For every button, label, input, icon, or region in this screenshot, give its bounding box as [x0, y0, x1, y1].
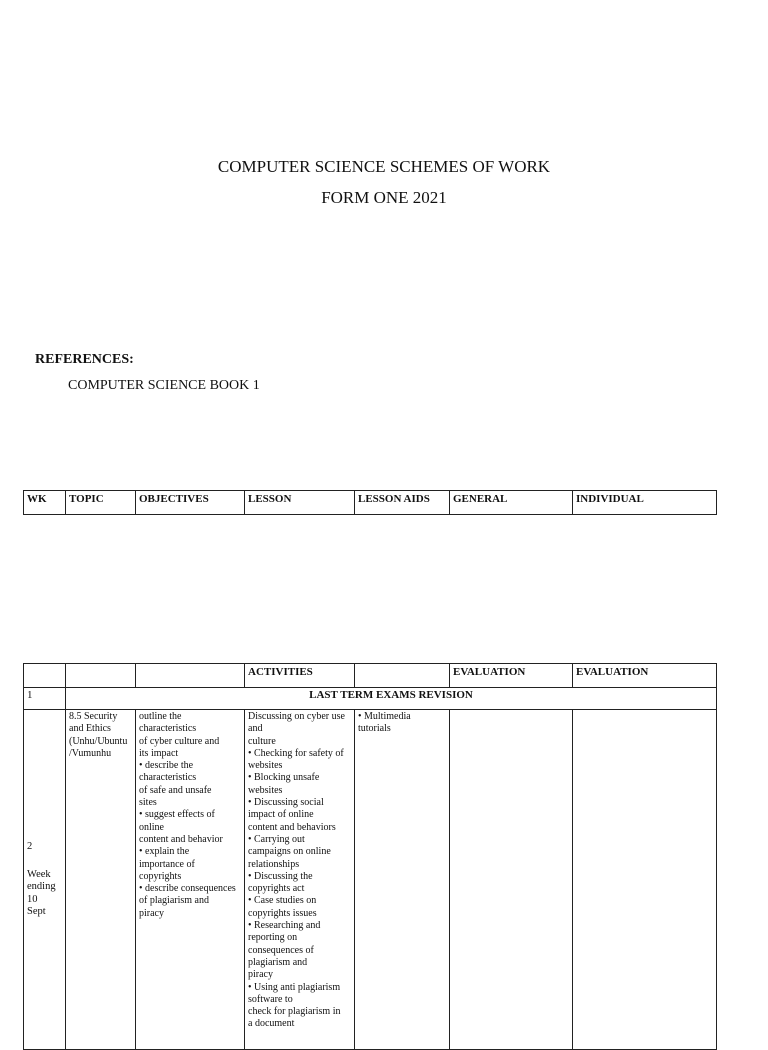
lesson-aid-line: • Multimedia: [358, 711, 411, 722]
activity-line: copyrights issues: [248, 907, 317, 919]
activity-line: • Checking for safety of: [248, 747, 344, 759]
references-label: REFERENCES:: [35, 352, 134, 367]
scheme-header-general-evaluation: EVALUATION: [450, 664, 573, 688]
header-row: [24, 491, 717, 515]
spacer: [27, 853, 62, 869]
activity-line: websites: [248, 784, 283, 796]
scheme-header-cell: [136, 664, 245, 688]
week-note-line: ending: [27, 881, 56, 893]
objective-line: of plagiarism and: [139, 895, 209, 907]
individual-evaluation-cell: [573, 710, 717, 1050]
scheme-header-individual-evaluation: EVALUATION: [573, 664, 717, 688]
activity-line: • Blocking unsafe: [248, 772, 320, 784]
objective-line: of safe and unsafe: [139, 784, 212, 796]
activity-line: plagiarism and: [248, 956, 308, 968]
header-table: [23, 490, 717, 515]
document-subtitle: FORM ONE 2021: [321, 188, 447, 207]
objective-line: • suggest effects of: [139, 809, 215, 821]
scheme-table: [23, 663, 717, 1050]
scheme-header-cell: [66, 664, 136, 688]
activities-cell: [245, 710, 355, 1050]
activity-line: • Discussing the: [248, 870, 313, 882]
week-number: 2: [27, 840, 33, 852]
activity-line: reporting on: [248, 932, 298, 944]
activity-line: culture: [248, 735, 276, 747]
header-lesson: LESSON: [245, 491, 355, 515]
header-wk: WK: [24, 491, 66, 515]
header-individual: INDIVIDUAL: [573, 491, 717, 515]
activity-line: campaigns on online: [248, 846, 331, 858]
topic-line: /Vumunhu: [69, 747, 112, 759]
header-objectives: OBJECTIVES: [136, 491, 245, 515]
header-general: GENERAL: [450, 491, 573, 515]
week-note-line: Week: [27, 869, 51, 881]
objective-line: • describe consequences: [139, 883, 236, 895]
topic-cell: [66, 710, 136, 1050]
activity-line: websites: [248, 760, 283, 772]
activity-line: software to: [248, 993, 293, 1005]
activity-line: check for plagiarism in: [248, 1006, 341, 1018]
activity-line: piracy: [248, 969, 273, 981]
objective-line: its impact: [139, 747, 179, 759]
activity-line: copyrights act: [248, 883, 305, 895]
activity-line: • Discussing social: [248, 797, 324, 809]
week-note-line: 10: [27, 893, 38, 905]
topic-line: and Ethics: [69, 723, 111, 735]
scheme-header-cell: [24, 664, 66, 688]
objective-line: outline the: [139, 711, 182, 722]
activity-line: Discussing on cyber use: [248, 711, 345, 722]
lesson-aids-cell: [355, 710, 450, 1050]
activity-line: • Using anti plagiarism: [248, 981, 341, 993]
activity-line: • Carrying out: [248, 833, 305, 845]
week-cell: [24, 710, 66, 1050]
lesson-aid-line: tutorials: [358, 723, 391, 735]
scheme-header-cell: [355, 664, 450, 688]
topic-line: 8.5 Security: [69, 711, 118, 722]
activity-line: content and behaviors: [248, 821, 336, 833]
topic-line: (Unhu/Ubuntu: [69, 735, 128, 747]
objective-line: piracy: [139, 907, 164, 919]
objective-line: online: [139, 821, 164, 833]
objective-line: copyrights: [139, 870, 182, 882]
objective-line: • explain the: [139, 846, 190, 858]
objective-line: characteristics: [139, 772, 197, 784]
activity-line: and: [248, 723, 263, 735]
week-note-line: Sept: [27, 905, 46, 917]
document-title: COMPUTER SCIENCE SCHEMES OF WORK: [217, 157, 551, 176]
activity-line: a document: [248, 1018, 295, 1030]
week-cell: 1: [24, 688, 66, 710]
scheme-header-activities: ACTIVITIES: [245, 664, 355, 688]
revision-cell: LAST TERM EXAMS REVISION: [66, 688, 717, 710]
activity-line: impact of online: [248, 809, 314, 821]
objective-line: sites: [139, 797, 157, 809]
activity-line: consequences of: [248, 944, 314, 956]
activity-line: relationships: [248, 858, 300, 870]
table-row: [24, 688, 717, 710]
table-row: [24, 710, 717, 1050]
activity-line: • Researching and: [248, 920, 321, 932]
activity-line: • Case studies on: [248, 895, 317, 907]
header-topic: TOPIC: [66, 491, 136, 515]
reference-item: COMPUTER SCIENCE BOOK 1: [68, 378, 260, 393]
header-lesson-aids: LESSON AIDS: [355, 491, 450, 515]
objectives-cell: [136, 710, 245, 1050]
objective-line: characteristics: [139, 723, 197, 735]
general-evaluation-cell: [450, 710, 573, 1050]
objective-line: content and behavior: [139, 833, 223, 845]
objective-line: importance of: [139, 858, 195, 870]
objective-line: • describe the: [139, 760, 194, 772]
objective-line: of cyber culture and: [139, 735, 220, 747]
scheme-header-row: [24, 664, 717, 688]
